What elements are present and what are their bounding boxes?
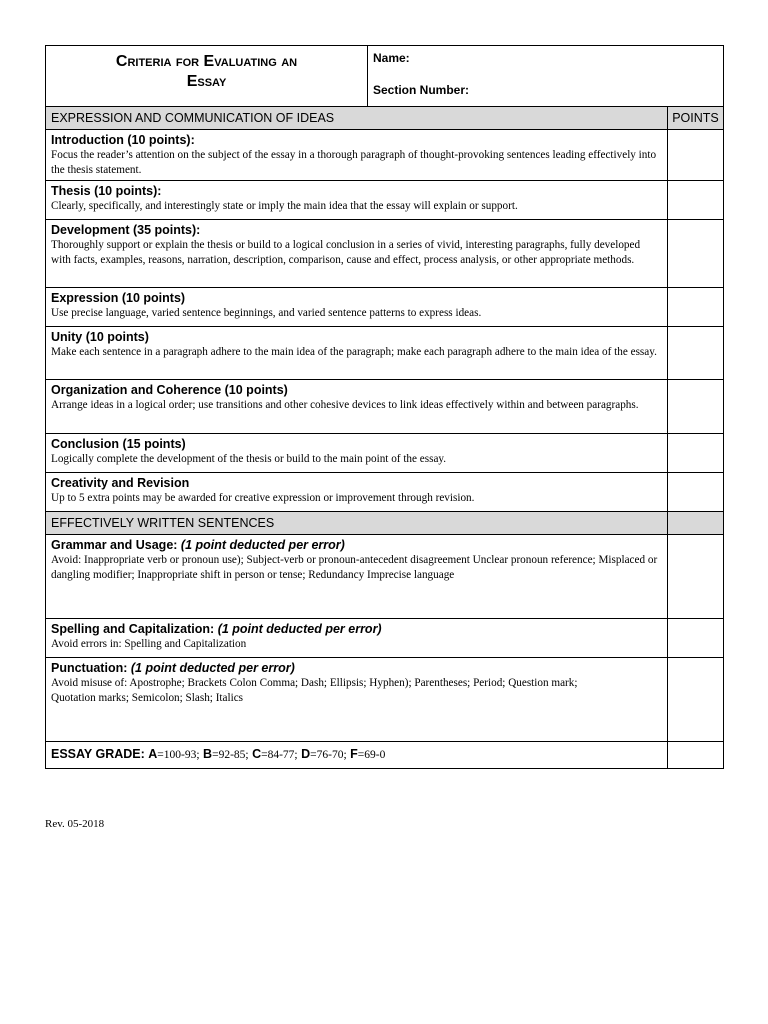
criterion-description: Focus the reader’s attention on the subject of the essay in a thorough paragraph of thought-provoking sentences leading effectively into the thesis statement. (51, 149, 657, 176)
points-cell[interactable] (668, 327, 724, 380)
points-cell[interactable] (668, 473, 724, 512)
evaluation-table (45, 45, 724, 769)
criterion-thesis (46, 181, 668, 220)
criterion-title: Introduction (10 points): (51, 133, 195, 147)
criterion-title (51, 661, 659, 676)
criterion-punctuation (46, 658, 668, 742)
criterion-unity (46, 327, 668, 380)
points-cell[interactable] (668, 181, 724, 220)
criterion-organization (46, 380, 668, 434)
criterion-conclusion (46, 434, 668, 473)
grade-letter: A (148, 747, 158, 761)
criterion-title-text: Spelling and Capitalization: (51, 622, 215, 636)
criterion-description-line-1: Avoid misuse of: Apostrophe; Brackets Colon Comma; Dash; Ellipsis; Hyphen); Parentheses; Period; Question mark; (51, 677, 578, 689)
grade-letter: D (301, 747, 311, 761)
section-points-blank (668, 512, 724, 535)
criterion-introduction (46, 130, 668, 181)
essay-grade-label: ESSAY GRADE: (51, 747, 145, 761)
points-cell[interactable] (668, 288, 724, 327)
penalty-note: (1 point deducted per error) (217, 622, 382, 636)
criterion-description: Use precise language, varied sentence beginnings, and varied sentence patterns to express ideas. (51, 307, 482, 319)
criterion-description-line-2: Quotation marks; Semicolon; Slash; Italics (51, 691, 244, 704)
name-label: Name: (373, 51, 410, 65)
criterion-description: Logically complete the development of the thesis or build to the main point of the essay. (51, 453, 447, 465)
grade-range: =76-70; (310, 749, 347, 761)
criterion-title: Development (35 points): (51, 223, 201, 237)
revision-note: Rev. 05-2018 (45, 818, 105, 830)
criterion-title: Organization and Coherence (10 points) (51, 383, 288, 397)
grade-range: =84-77; (261, 749, 298, 761)
points-cell[interactable] (668, 130, 724, 181)
section-number-label: Section Number: (373, 83, 470, 97)
points-cell[interactable] (668, 380, 724, 434)
grade-range: =69-0 (357, 749, 386, 761)
criterion-title: Unity (10 points) (51, 330, 149, 344)
grade-letter: F (350, 747, 358, 761)
criterion-description: Avoid: Inappropriate verb or pronoun use); Subject-verb or pronoun-antecedent disagreement Unclear pronoun reference; Misplaced or dangling modifier; Inappropriate shift in person or tense; Redundancy Imprecise language (51, 554, 658, 581)
section-header-expression: EXPRESSION AND COMMUNICATION OF IDEAS (46, 107, 668, 130)
title-line-1: Criteria for Evaluating an (115, 53, 298, 70)
criterion-spelling (46, 619, 668, 658)
criterion-title: Creativity and Revision (51, 476, 190, 490)
points-cell[interactable] (668, 658, 724, 742)
criterion-description: Avoid errors in: Spelling and Capitalization (51, 638, 247, 650)
criterion-title-text: Grammar and Usage: (51, 538, 178, 552)
student-info-cell[interactable] (368, 46, 724, 107)
criterion-description: Thoroughly support or explain the thesis or build to a logical conclusion in a series of vivid, interesting paragraphs, fully developed with facts, examples, reasons, narration, description, comparison, cause and effect, process analysis, or other appropriate methods. (51, 239, 641, 266)
criterion-development (46, 220, 668, 288)
criterion-title (51, 622, 659, 637)
criterion-title (51, 538, 659, 553)
criterion-description: Up to 5 extra points may be awarded for creative expression or improvement through revision. (51, 492, 475, 504)
grade-range: =92-85; (212, 749, 249, 761)
criterion-description: Make each sentence in a paragraph adhere to the main idea of the paragraph; make each paragraph adhere to the main idea of the essay. (51, 346, 657, 358)
grade-points-cell[interactable] (668, 742, 724, 769)
criterion-creativity (46, 473, 668, 512)
criterion-expression (46, 288, 668, 327)
section-header-sentences: EFFECTIVELY WRITTEN SENTENCES (46, 512, 668, 535)
criterion-title: Conclusion (15 points) (51, 437, 186, 451)
penalty-note: (1 point deducted per error) (130, 661, 295, 675)
points-cell[interactable] (668, 434, 724, 473)
points-cell[interactable] (668, 535, 724, 619)
points-cell[interactable] (668, 220, 724, 288)
penalty-note: (1 point deducted per error) (180, 538, 345, 552)
criterion-title: Expression (10 points) (51, 291, 186, 305)
criterion-grammar (46, 535, 668, 619)
criterion-title: Thesis (10 points): (51, 184, 162, 198)
criterion-description: Arrange ideas in a logical order; use transitions and other cohesive devices to link ideas effectively within and between paragraphs. (51, 399, 639, 411)
criterion-description: Clearly, specifically, and interestingly state or imply the main idea that the essay will explain or support. (51, 200, 518, 212)
points-header: POINTS (668, 107, 724, 130)
essay-grade-row (46, 742, 668, 769)
grade-range: =100-93; (157, 749, 200, 761)
title-line-2: Essay (186, 73, 227, 90)
grade-letter: B (203, 747, 213, 761)
page-title (46, 46, 368, 107)
criterion-title-text: Punctuation: (51, 661, 128, 675)
grade-letter: C (252, 747, 262, 761)
points-cell[interactable] (668, 619, 724, 658)
